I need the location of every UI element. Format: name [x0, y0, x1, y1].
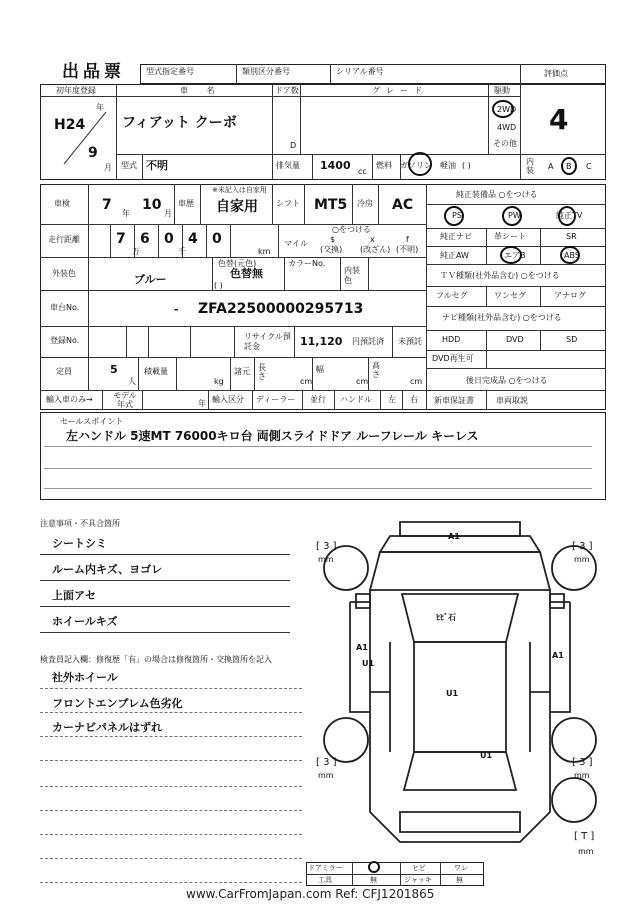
odometer-digit-4: 4: [188, 231, 198, 247]
sales-point-block: [40, 412, 606, 500]
inspector-item-2: フロントエンブレム色劣化: [52, 697, 183, 710]
first-registration-month: 9: [88, 145, 98, 161]
damage-u1-center: U1: [446, 689, 459, 698]
abs-circle: [560, 246, 580, 264]
drive-2wd-circle: [492, 100, 517, 118]
sales-point-text: 左ハンドル 5速MT 76000キロ台 両側スライドドア ルーフレール キーレス: [66, 429, 479, 443]
mirror-check-circle: [368, 861, 380, 873]
page-title: 出品票: [62, 62, 125, 82]
ownership-value: 自家用: [216, 199, 258, 215]
tv-circle: [558, 206, 576, 226]
model-code-value: 不明: [146, 159, 168, 172]
car-name: フィアット クーボ: [122, 115, 237, 131]
serial-label: シリアル番号: [336, 67, 384, 76]
exterior-color-value: ブルー: [134, 273, 167, 286]
recycle-fee-value: 11,120: [300, 335, 343, 348]
tread-rl: [ 3 ]: [316, 757, 337, 768]
inspector-label: 検査員記入欄：修復歴「有」の場合は修復箇所・交換箇所を記入: [40, 655, 272, 664]
pw-circle: [502, 206, 522, 226]
fuel-gasoline: ガソリン: [400, 161, 432, 170]
displacement-value: 1400: [320, 159, 351, 172]
tread-fr: [ 3 ]: [572, 541, 593, 552]
note-item-1: シートシミ: [52, 537, 107, 550]
shamei-label: 車 名: [180, 86, 223, 95]
odometer-digit-1: 7: [116, 231, 126, 247]
drive-2wd: 2WD: [497, 105, 517, 114]
damage-u1-left: U1: [362, 659, 375, 668]
interior-b-circle: [561, 157, 577, 175]
fuel-gasoline-circle: [408, 152, 432, 176]
evaluation-score: 4: [549, 103, 569, 136]
ruibetsu-label: 類別区分番号: [242, 67, 290, 76]
first-registration-year: H24: [54, 117, 86, 133]
shift-value: MT5: [314, 197, 348, 213]
damage-a1-left: A1: [356, 643, 368, 652]
grade-label: グレード: [372, 86, 428, 95]
door-label: ドア数: [275, 86, 299, 95]
ps-circle: [444, 206, 464, 226]
odometer-digit-3: 0: [164, 231, 174, 247]
capacity-value: 5: [110, 363, 118, 376]
note-item-3: 上面アセ: [52, 589, 96, 602]
damage-u1-bottom: U1: [480, 751, 493, 760]
inspector-item-1: 社外ホイール: [52, 671, 118, 684]
sales-point-label: セールスポイント: [60, 417, 124, 426]
katashiki-label: 型式指定番号: [146, 67, 194, 76]
hyoka-label: 評価点: [544, 69, 568, 78]
tread-fl: [ 3 ]: [316, 541, 337, 552]
shodo-label: 初年度登録: [56, 86, 96, 95]
tread-spare: [ T ]: [574, 831, 595, 842]
inspector-item-3: カーナビパネルはずれ: [52, 721, 162, 734]
shaken-month: 10: [142, 197, 162, 213]
note-item-4: ホイールキズ: [52, 615, 118, 628]
color-change-value: 色替無: [230, 267, 263, 280]
chassis-number: ZFA22500000295713: [198, 301, 364, 317]
shaken-year: 7: [102, 197, 112, 213]
odometer-digit-5: 0: [212, 231, 222, 247]
damage-a1-right: A1: [552, 651, 564, 660]
tread-rr: [ 3 ]: [572, 757, 593, 768]
damage-a1-top: A1: [448, 532, 460, 541]
interior-grade-b: B: [566, 162, 572, 171]
airbag-circle: [500, 246, 522, 264]
car-damage-diagram: [310, 512, 610, 872]
note-item-2: ルーム内キズ、ヨゴレ: [52, 563, 163, 576]
watermark: www.CarFromJapan.com Ref: CFJ1201865: [186, 887, 435, 901]
damage-stone-chip: ﾋﾋﾞ石: [436, 613, 456, 622]
odometer-digit-2: 6: [140, 231, 150, 247]
diagonal-slash-icon: [60, 108, 110, 168]
notes-label: 注意事項・不具合箇所: [40, 519, 120, 528]
ac-value: AC: [392, 197, 414, 213]
